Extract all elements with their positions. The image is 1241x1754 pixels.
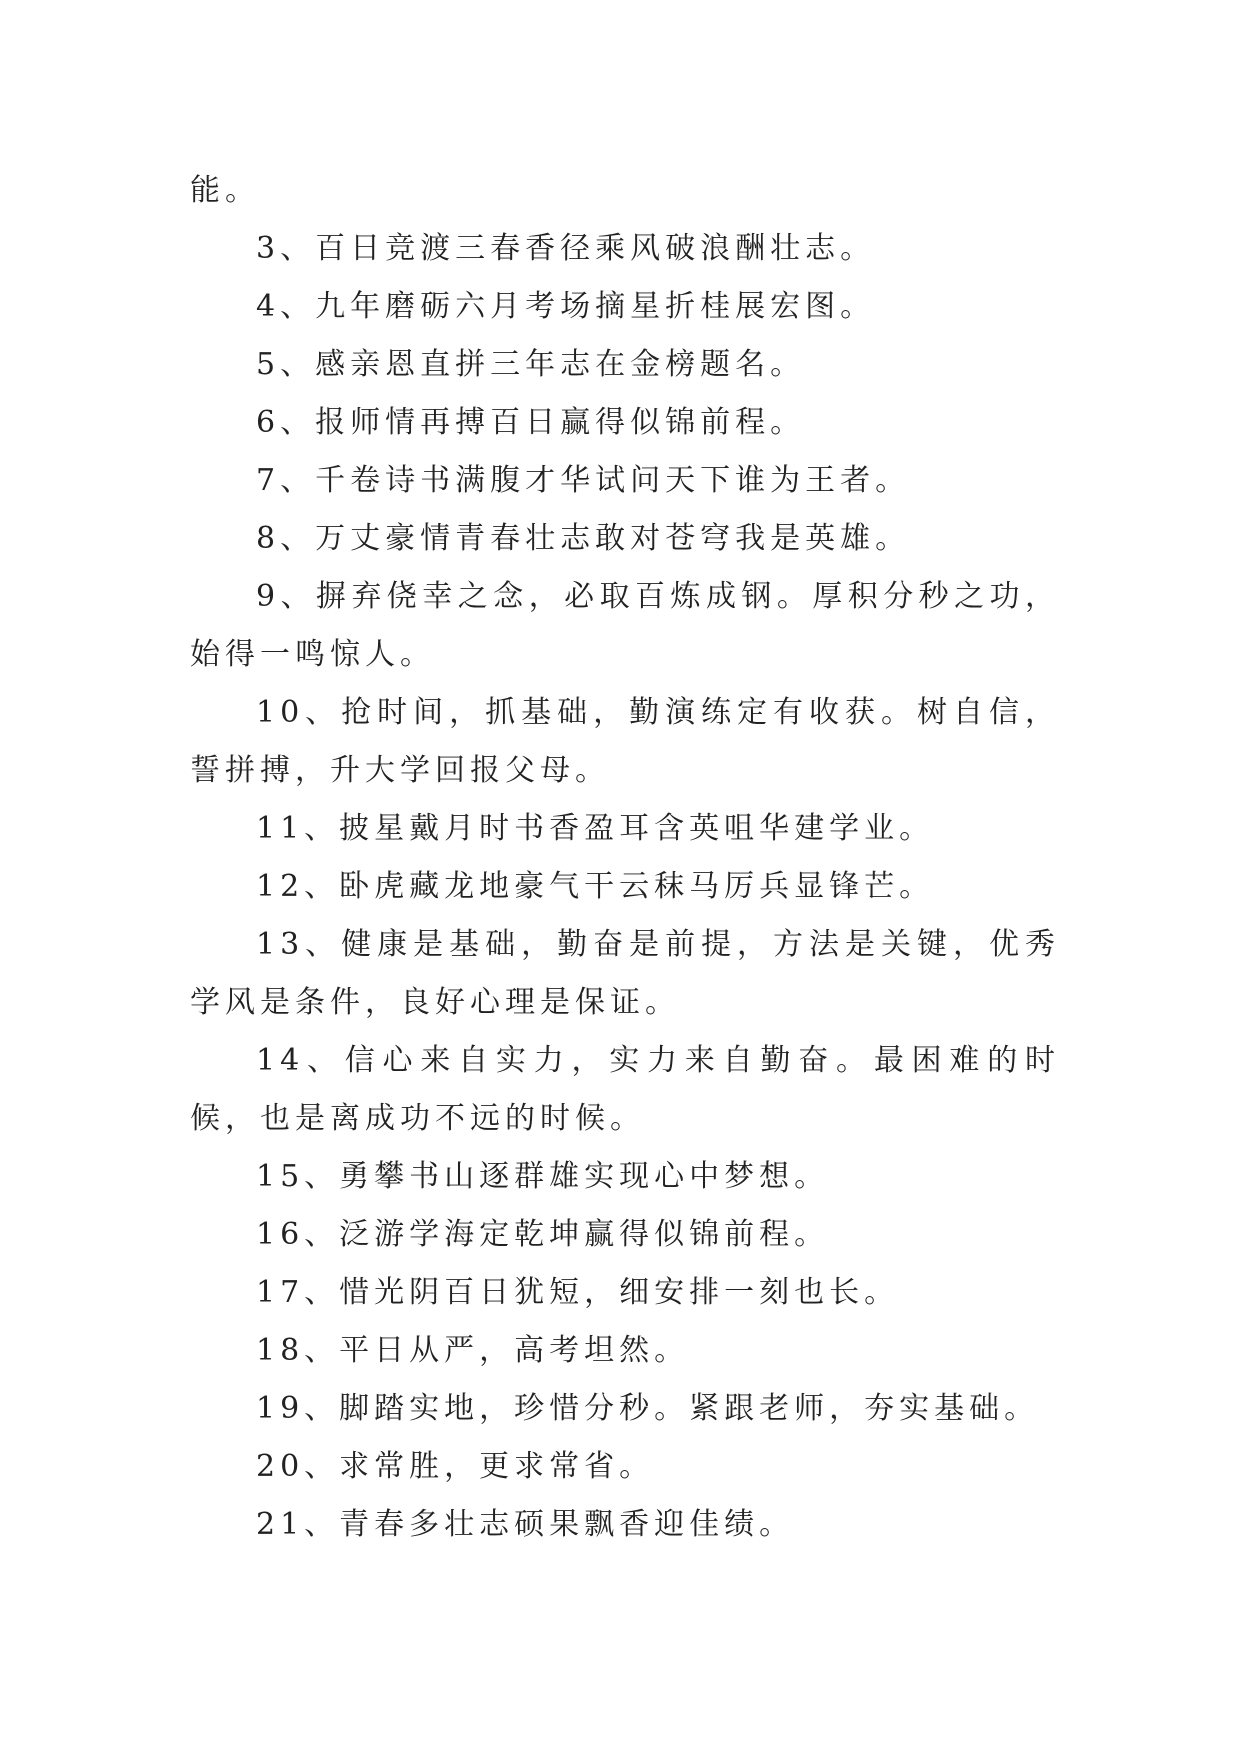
paragraph-item-16: 16、泛游学海定乾坤赢得似锦前程。 [256,1217,830,1252]
paragraph-item-6: 6、报师情再搏百日赢得似锦前程。 [256,405,806,440]
paragraph-item-18: 18、平日从严，高考坦然。 [256,1333,690,1368]
paragraph-item-10: 10、抢时间，抓基础，勤演练定有收获。树自信，誓拼搏，升大学回报父母。 [190,695,1060,788]
paragraph-item-9: 9、摒弃侥幸之念，必取百炼成钢。厚积分秒之功，始得一鸣惊人。 [190,579,1060,672]
paragraph-item-12: 12、卧虎藏龙地豪气干云秣马厉兵显锋芒。 [256,869,935,904]
paragraph-item-8: 8、万丈豪情青春壮志敢对苍穹我是英雄。 [256,521,911,556]
paragraph-item-7: 7、千卷诗书满腹才华试问天下谁为王者。 [256,463,911,498]
paragraph-continuation: 能。 [190,173,260,208]
paragraph-item-15: 15、勇攀书山逐群雄实现心中梦想。 [256,1159,830,1194]
paragraph-item-11: 11、披星戴月时书香盈耳含英咀华建学业。 [256,811,935,846]
document-body [190,162,1060,1554]
paragraph-item-21: 21、青春多壮志硕果飘香迎佳绩。 [256,1507,795,1542]
paragraph-item-5: 5、感亲恩直拼三年志在金榜题名。 [256,347,806,382]
paragraph-item-20: 20、求常胜，更求常省。 [256,1449,655,1484]
paragraph-item-13: 13、健康是基础，勤奋是前提，方法是关键，优秀学风是条件，良好心理是保证。 [190,927,1060,1020]
paragraph-item-14: 14、信心来自实力，实力来自勤奋。最困难的时候，也是离成功不远的时候。 [190,1043,1060,1136]
paragraph-item-3: 3、百日竞渡三春香径乘风破浪酬壮志。 [256,231,876,266]
paragraph-item-17: 17、惜光阴百日犹短，细安排一刻也长。 [256,1275,900,1310]
paragraph-item-19: 19、脚踏实地，珍惜分秒。紧跟老师，夯实基础。 [256,1391,1040,1426]
paragraph-item-4: 4、九年磨砺六月考场摘星折桂展宏图。 [256,289,876,324]
